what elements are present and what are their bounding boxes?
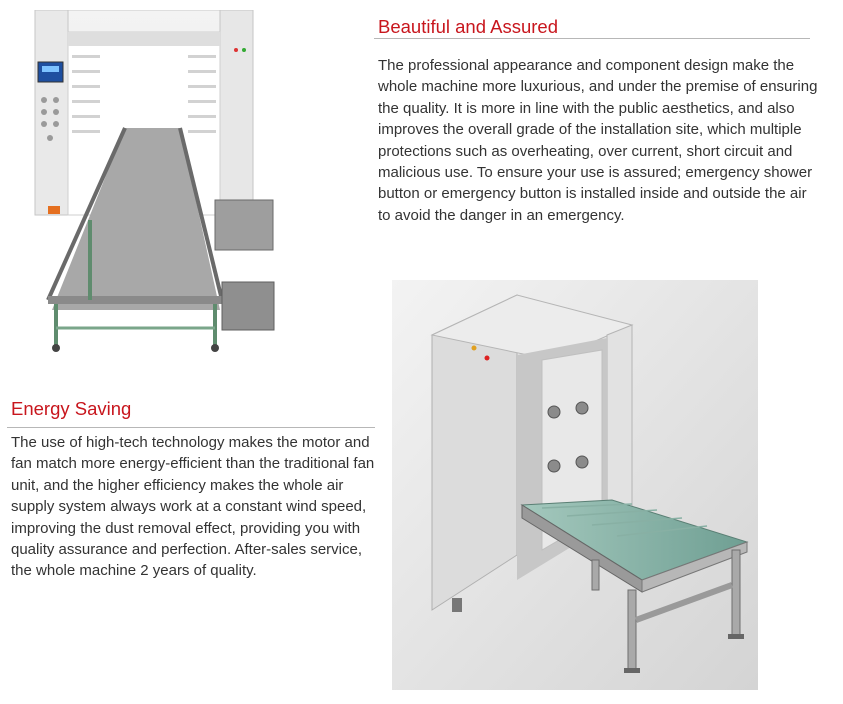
heading-divider [7,427,375,428]
section-body-energy-saving: The use of high-tech technology makes the motor and fan match more energy-efficient than the traditional fan unit, and the higher efficiency makes the whole air supply system always work at a constant wind speed, improving the dust removal effect, providing you with quality assurance and perfection. After-sales service, the whole machine 2 years of quality. [11,434,375,580]
air-shower-tunnel-photo [30,10,280,355]
heading-divider [374,38,810,39]
belt-conveyor-air-shower-icon [392,280,758,690]
air-shower-frame-photo [392,280,758,690]
section-heading-energy-saving: Energy Saving [11,398,132,419]
roller-conveyor-air-shower-icon [30,10,280,355]
section-heading-beautiful-assured: Beautiful and Assured [378,16,558,37]
section-body-beautiful-assured: The professional appearance and component design make the whole machine more luxurious, and under the premise of ensuring the quality. It is more in line with the public aesthetics, and also improves the overall grade of the installation site, which multiple protections such as overheating, over current, short circuit and malicious use. To ensure your use is assured; emergency shower button or emergency button is installed inside and outside the air to avoid the danger in an emergency. [378,57,818,224]
